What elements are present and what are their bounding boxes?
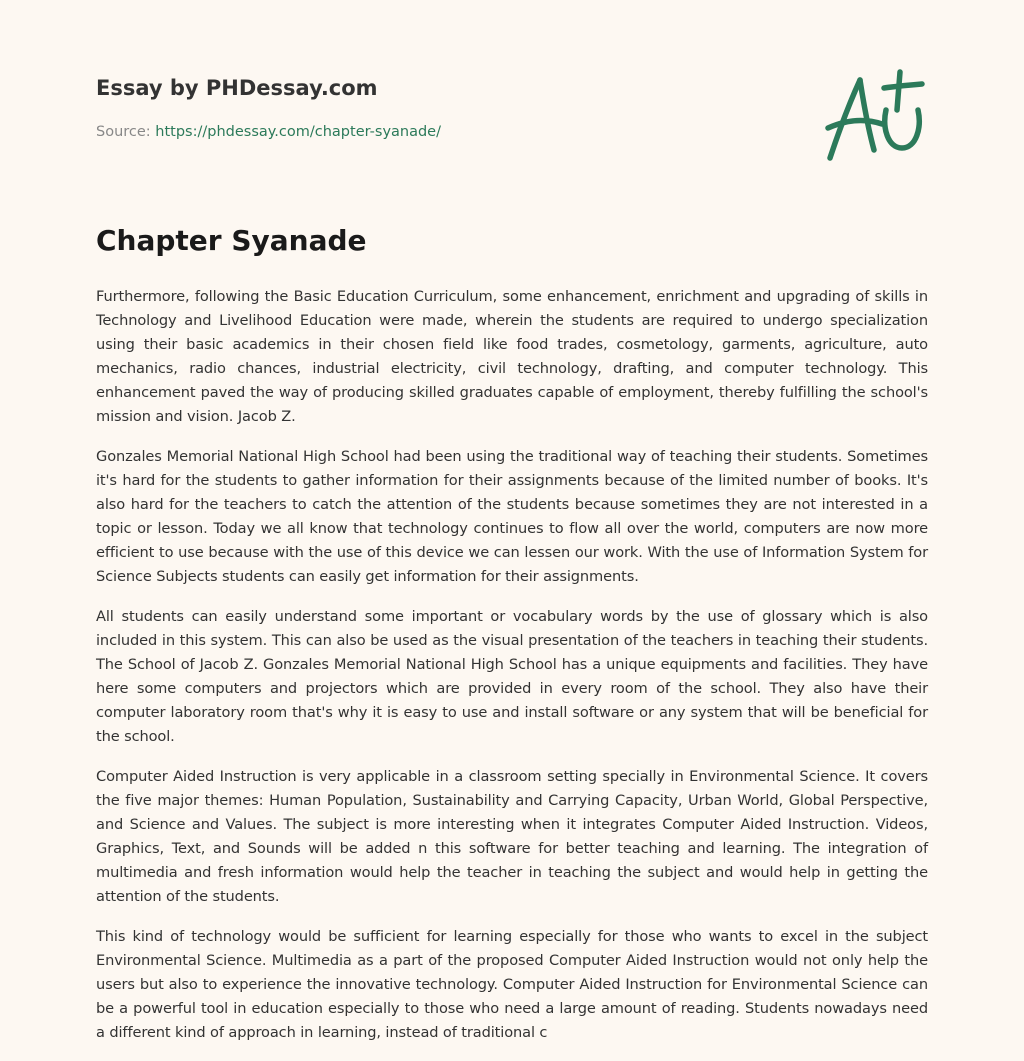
essay-body — [96, 285, 928, 1061]
source-label: Source: — [96, 124, 156, 140]
essay-paragraph-3: All students can easily understand some important or vocabulary words by the use of glossary which is also included in this system. This can also be used as the visual presentation of the teachers in teaching their students. The School of Jacob Z. Gonzales Memorial National High School has a unique equipments and facilities. They have here some computers and projectors which are provided in every room of the school. They also have their computer laboratory room that's why it is easy to use and install software or any system that will be beneficial for the school. — [96, 608, 928, 745]
essay-paragraph-5: This kind of technology would be sufficient for learning especially for those who wants to excel in the subject Environmental Science. Multimedia as a part of the proposed Computer Aided Instruction would not only help the users but also to experience the innovative technology. Computer Aided Instruction for Environmental Science can be a powerful tool in education especially to those who need a large amount of reading. Students nowadays need a different kind of approach in learning, instead of traditional c — [96, 928, 928, 1041]
essay-paragraph-4: Computer Aided Instruction is very applicable in a classroom setting specially in Environmental Science. It covers the five major themes: Human Population, Sustainability and Carrying Capacity, Urban World, Global Perspective, and Science and Values. The subject is more interesting when it integrates Computer Aided Instruction. Videos, Graphics, Text, and Sounds will be added n this software for better teaching and learning. The integration of multimedia and fresh information would help the teacher in teaching the subject and would help in getting the attention of the students. — [96, 768, 928, 905]
essay-paragraph-1: Furthermore, following the Basic Education Curriculum, some enhancement, enrichment and upgrading of skills in Technology and Livelihood Education were made, wherein the students are required to undergo specialization using their basic academics in their chosen field like food trades, cosmetology, garments, agriculture, auto mechanics, radio chances, industrial electricity, civil technology, drafting, and computer technology. This enhancement paved the way of producing skilled graduates capable of employment, thereby fulfilling the school's mission and vision. Jacob Z. — [96, 288, 928, 425]
essay-title: Chapter Syanade — [96, 224, 367, 257]
source-link[interactable]: https://phdessay.com/chapter-syanade/ — [155, 124, 441, 140]
essay-paragraph-2: Gonzales Memorial National High School had been using the traditional way of teaching their students. Sometimes it's hard for the students to gather information for their assignments because of the limited number of books. It's also hard for the teachers to catch the attention of the students because sometimes they are not interested in a topic or lesson. Today we all know that technology continues to flow all over the world, computers are now more efficient to use because with the use of this device we can lessen our work. With the use of Information System for Science Subjects students can easily get information for their assignments. — [96, 448, 928, 585]
source-line — [96, 124, 441, 140]
brand-title: Essay by PHDessay.com — [96, 76, 378, 100]
a-plus-grade-icon — [822, 66, 930, 166]
